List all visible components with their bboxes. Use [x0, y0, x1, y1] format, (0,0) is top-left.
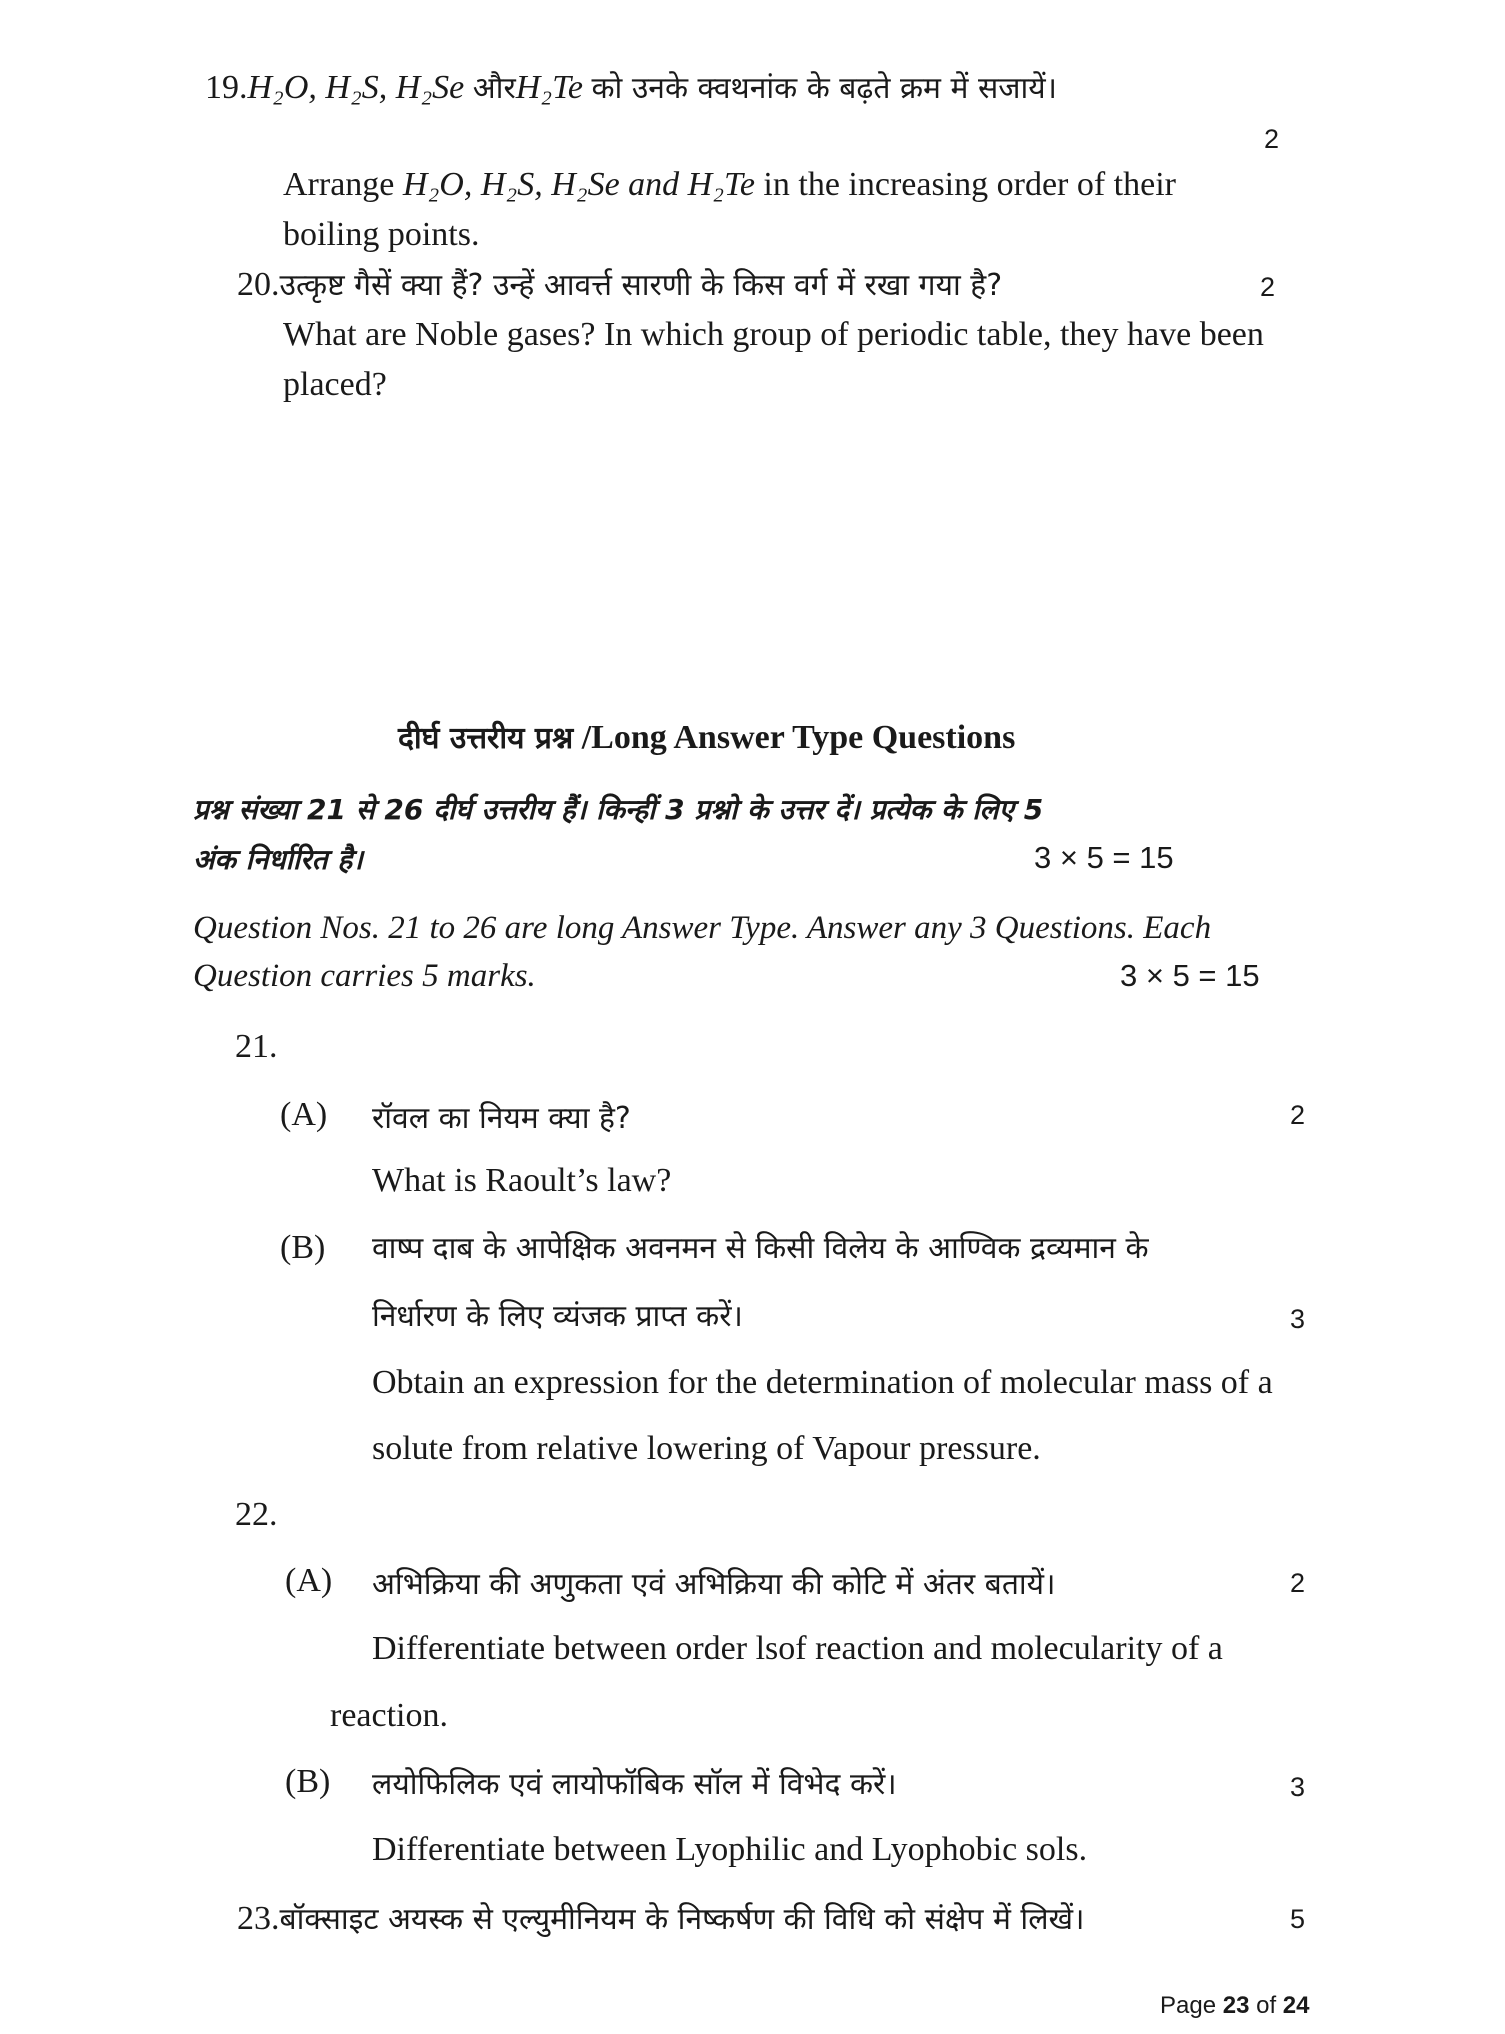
- q22-a-hindi: अभिक्रिया की अणुकता एवं अभिक्रिया की कोटि में अंतर बतायें।: [372, 1567, 1056, 1602]
- q21-a-english: What is Raoult’s law?: [372, 1162, 672, 1199]
- q20-english-line1: What are Noble gases? In which group of periodic table, they have been: [283, 316, 1264, 353]
- q23-marks: 5: [1290, 1904, 1306, 1934]
- q20-marks: 2: [1260, 272, 1276, 302]
- q19-hindi-text: को उनके क्वथनांक के बढ़ते क्रम में सजायें।: [591, 71, 1058, 106]
- q22-b-english: Differentiate between Lyophilic and Lyophobic sols.: [372, 1831, 1088, 1868]
- q21-number: 21.: [235, 1028, 278, 1065]
- q22-a-marks: 2: [1290, 1568, 1306, 1598]
- q21-a-label: (A): [280, 1096, 328, 1133]
- q19-and: और: [472, 71, 516, 106]
- page-footer: [1160, 1992, 1310, 2020]
- q19-formula: H₂O, H₂S, H₂Se: [247, 69, 465, 106]
- q23-hindi-text: बॉक्साइट अयस्क से एल्युमीनियम के निष्कर्षण की विधि को संक्षेप में लिखें।: [279, 1902, 1085, 1937]
- q21-b-marks: 3: [1290, 1304, 1306, 1334]
- footer-current-page: 23: [1222, 1992, 1250, 2019]
- q19-english-rest: in the increasing order of their: [763, 166, 1176, 203]
- q21-b-english-line1: Obtain an expression for the determination of molecular mass of a: [372, 1364, 1273, 1401]
- q21-a-hindi: रॉवल का नियम क्या है?: [372, 1101, 631, 1136]
- instructions-hindi-marks: 3 × 5 = 15: [1034, 840, 1174, 875]
- q20-hindi-line: [237, 263, 1002, 304]
- q19-hindi-line: [205, 66, 1057, 107]
- section-heading-hindi: दीर्घ उत्तरीय प्रश्न: [398, 721, 574, 756]
- instructions-english-line1: Question Nos. 21 to 26 are long Answer Type. Answer any 3 Questions. Each: [193, 910, 1212, 946]
- instructions-english-line2: Question carries 5 marks.: [193, 958, 536, 994]
- section-heading-english: /Long Answer Type Questions: [581, 719, 1016, 756]
- q22-a-english-line2: reaction.: [330, 1697, 448, 1734]
- instructions-hindi-line2: अंक निर्धारित है।: [193, 843, 363, 876]
- section-heading: [398, 716, 1015, 757]
- q20-english-line2: placed?: [283, 366, 387, 403]
- q21-b-label: (B): [280, 1229, 326, 1266]
- q19-arrange-word: Arrange: [283, 166, 395, 203]
- q19-english-line2: boiling points.: [283, 216, 480, 253]
- q22-a-english-line1: Differentiate between order lsof reaction and molecularity of a: [372, 1630, 1223, 1667]
- q21-b-hindi-line2: निर्धारण के लिए व्यंजक प्राप्त करें।: [372, 1299, 743, 1334]
- q19-english-formula: H₂O, H₂S, H₂Se and H₂Te: [402, 166, 755, 203]
- instructions-hindi-line1: प्रश्न संख्या 21 से 26 दीर्घ उत्तरीय हैं। किन्हीं 3 प्रश्नो के उत्तर दें। प्रत्येक के लिए 5: [193, 793, 1044, 826]
- instructions-english-marks: 3 × 5 = 15: [1120, 958, 1260, 993]
- q22-b-marks: 3: [1290, 1772, 1306, 1802]
- q22-b-hindi: लयोफिलिक एवं लायोफॉबिक सॉल में विभेद करें।: [372, 1767, 897, 1802]
- q22-a-label: (A): [285, 1562, 333, 1599]
- footer-of-word: of: [1256, 1992, 1277, 2019]
- q21-b-english-line2: solute from relative lowering of Vapour pressure.: [372, 1430, 1041, 1467]
- footer-page-word: Page: [1160, 1992, 1217, 2019]
- q21-b-hindi-line1: वाष्प दाब के आपेक्षिक अवनमन से किसी विलेय के आण्विक द्रव्यमान के: [372, 1231, 1149, 1266]
- q19-h2te: H₂Te: [515, 69, 584, 106]
- q20-number: 20.: [237, 266, 280, 303]
- q19-number: 19.: [205, 69, 248, 106]
- q19-english-line1: [283, 166, 1176, 204]
- q23-number: 23.: [237, 1900, 280, 1937]
- q22-number: 22.: [235, 1496, 278, 1533]
- q19-marks: 2: [1264, 124, 1280, 154]
- q22-b-label: (B): [285, 1763, 331, 1800]
- q23-line: [237, 1897, 1084, 1938]
- footer-total-pages: 24: [1282, 1992, 1310, 2019]
- q21-a-marks: 2: [1290, 1100, 1306, 1130]
- q20-hindi-text: उत्कृष्ट गैसें क्या हैं? उन्हें आवर्त्त सारणी के किस वर्ग में रखा गया है?: [279, 268, 1003, 303]
